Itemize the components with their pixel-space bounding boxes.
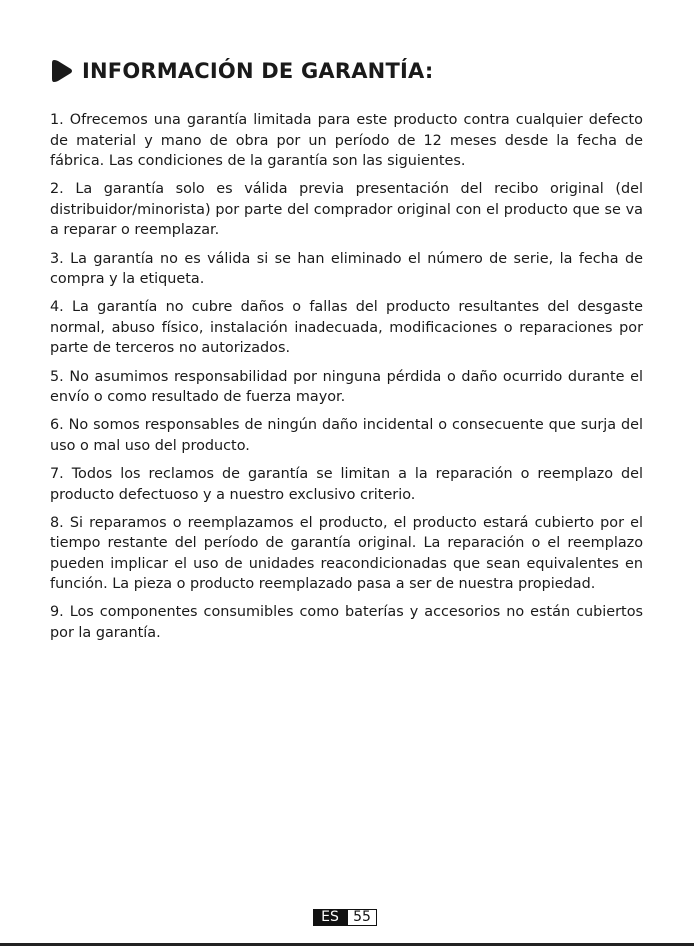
warranty-paragraph-4: 4. La garantía no cubre daños o fallas del producto resultantes del desgaste normal, abuso físico, instalación inadecuada, modificaciones o reparaciones por parte de terceros no autorizados. xyxy=(50,299,643,357)
warranty-paragraph-8: 8. Si reparamos o reemplazamos el producto, el producto estará cubierto por el tiempo restante del período de garantía original. La reparación o el reemplazo pueden implicar el uso de unidades reacondicionadas que sean equivalentes en función. La pieza o producto reemplazado pasa a ser de nuestra propiedad. xyxy=(50,514,643,593)
language-label: ES xyxy=(313,909,347,926)
warranty-paragraph-9: 9. Los componentes consumibles como baterías y accesorios no están cubiertos por la garantía. xyxy=(50,604,643,642)
page-title: INFORMACIÓN DE GARANTÍA: xyxy=(82,59,434,83)
section-heading xyxy=(50,58,433,84)
warranty-terms xyxy=(50,110,643,651)
page-footer-badge xyxy=(313,909,377,926)
warranty-paragraph-6: 6. No somos responsables de ningún daño incidental o consecuente que surja del uso o mal uso del producto. xyxy=(50,417,643,454)
warranty-paragraph-2: 2. La garantía solo es válida previa presentación del recibo original (del distribuidor/minorista) por parte del comprador original con el producto que se va a reparar o reemplazar. xyxy=(50,181,643,239)
page-number: 55 xyxy=(347,909,377,926)
warranty-paragraph-1: 1. Ofrecemos una garantía limitada para este producto contra cualquier defecto de material y mano de obra por un período de 12 meses desde la fecha de fábrica. Las condiciones de la garantía son las siguientes. xyxy=(50,112,643,170)
warranty-paragraph-3: 3. La garantía no es válida si se han eliminado el número de serie, la fecha de compra y la etiqueta. xyxy=(50,250,643,288)
play-arrow-icon xyxy=(50,58,74,84)
warranty-paragraph-5: 5. No asumimos responsabilidad por ninguna pérdida o daño ocurrido durante el envío o como resultado de fuerza mayor. xyxy=(50,368,643,406)
warranty-paragraph-7: 7. Todos los reclamos de garantía se limitan a la reparación o reemplazo del producto defectuoso y a nuestro exclusivo criterio. xyxy=(50,465,643,503)
